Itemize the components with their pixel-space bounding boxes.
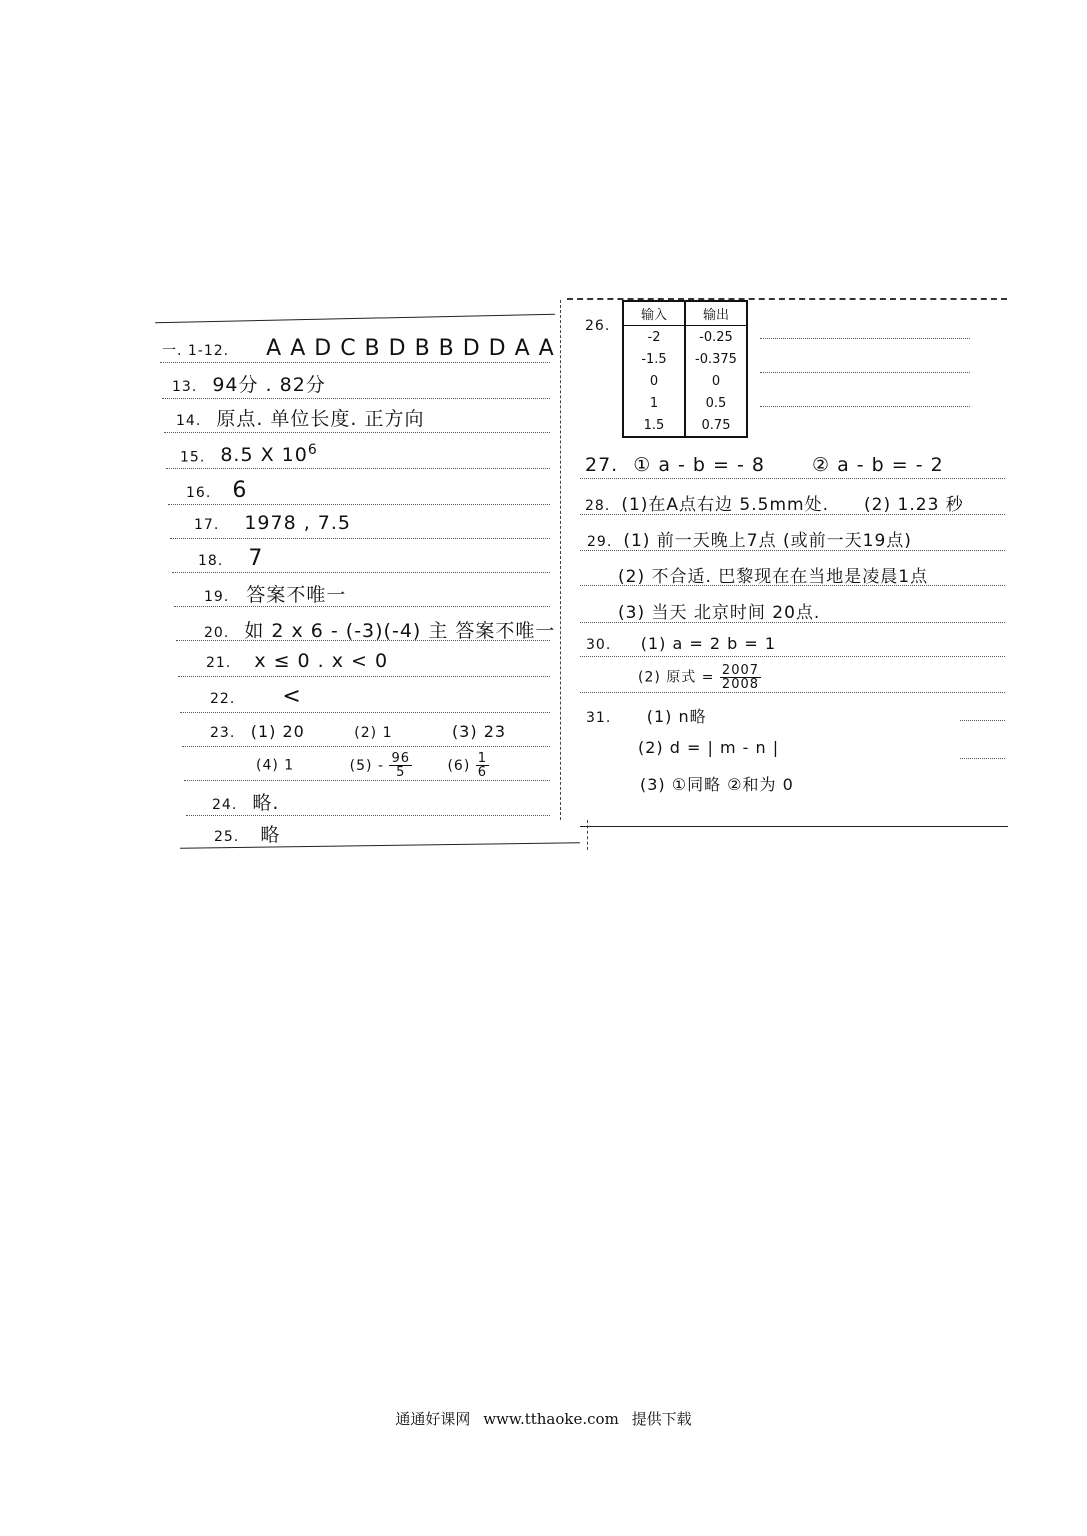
answer-line-15 <box>180 442 318 466</box>
part-a: (1) n略 <box>646 707 707 726</box>
part-b: (2) 不合适. 巴黎现在在当地是凌晨1点 <box>618 567 929 587</box>
numerator: 1 <box>477 751 488 766</box>
answer-text: 略 <box>260 824 281 846</box>
rule <box>168 504 550 505</box>
answer-line-29b <box>618 562 928 587</box>
part-4: (4) 1 <box>256 757 295 774</box>
footer-site-name: 通通好课网 <box>395 1410 471 1428</box>
answer-line-23b <box>256 752 489 779</box>
part-a: ① a - b = - 8 <box>633 454 765 476</box>
cell-output: 0.75 <box>685 414 747 437</box>
part-b-label: (2) 原式 = <box>638 669 715 686</box>
cell-output: 0.5 <box>685 392 747 414</box>
fraction <box>476 752 489 779</box>
part-5 <box>349 751 418 780</box>
question-number: 20. <box>204 625 230 641</box>
question-number: 17. <box>194 517 220 533</box>
answer-text: 答案不唯一 <box>246 584 347 606</box>
part-3: (3) 23 <box>451 722 507 741</box>
rule <box>180 712 550 713</box>
answer-line-17 <box>194 512 351 534</box>
numerator: 96 <box>391 751 410 766</box>
rule <box>164 432 550 433</box>
cell-input: 0 <box>623 370 685 392</box>
cell-input: -2 <box>623 326 685 349</box>
answer-line-23 <box>210 722 506 741</box>
rule <box>760 338 970 339</box>
part-b: (2) d = | m - n | <box>638 738 780 757</box>
rule <box>760 406 970 407</box>
table-row <box>623 392 747 414</box>
question-number: 24. <box>212 797 238 813</box>
answer-line-25 <box>214 820 280 847</box>
question-number: 31. <box>586 710 612 726</box>
page-footer <box>0 1408 1087 1429</box>
answer-text: 94分 . 82分 <box>212 374 326 396</box>
part-c: (3) ①同略 ②和为 0 <box>640 775 794 794</box>
answer-text: 原点. 单位长度. 正方向 <box>216 408 425 430</box>
answer-text: < <box>282 684 302 709</box>
answer-line-31b <box>638 738 779 757</box>
part-a: (1) 前一天晚上7点 (或前一天19点) <box>623 531 912 551</box>
answer-text: A A D C B D B B D D A A <box>266 336 555 361</box>
rule <box>160 362 550 363</box>
question-number: 一. 1-12. <box>162 343 230 359</box>
answer-line-14 <box>176 404 424 431</box>
exponent: 6 <box>307 442 318 458</box>
header-output: 输出 <box>685 301 747 326</box>
rule <box>960 758 1005 759</box>
rule <box>186 815 550 816</box>
answer-text: 7 <box>248 546 264 571</box>
fraction <box>720 664 761 691</box>
question-26-number: 26. <box>585 318 611 334</box>
question-number: 28. <box>585 498 611 514</box>
answer-text: x ≤ 0 . x < 0 <box>254 650 389 672</box>
rule <box>184 780 550 781</box>
table-row <box>623 414 747 437</box>
header-input: 输入 <box>623 301 685 326</box>
cell-input: -1.5 <box>623 348 685 370</box>
part-5-label: (5) - <box>349 757 384 774</box>
part-6-label: (6) <box>447 757 471 774</box>
footer-url[interactable]: www.tthaoke.com <box>483 1410 619 1428</box>
footer-note: 提供下载 <box>631 1410 692 1428</box>
question-number: 13. <box>172 379 198 395</box>
answer-line-13 <box>172 370 326 397</box>
answer-line-24 <box>212 788 279 815</box>
question-number: 30. <box>586 637 612 653</box>
answer-line-30 <box>586 634 776 653</box>
answer-text: 如 2 x 6 - (-3)(-4) 主 答案不唯一 <box>244 620 556 642</box>
answer-line-18 <box>198 546 263 571</box>
part-a: (1)在A点右边 5.5mm处. <box>621 495 829 515</box>
question-number: 15. <box>180 449 206 466</box>
denominator: 6 <box>477 765 488 780</box>
answer-text: 8.5 X 10 <box>220 444 308 467</box>
answer-text: 略. <box>252 792 280 814</box>
question-number: 14. <box>176 413 202 429</box>
answer-line-31 <box>586 704 707 727</box>
rule <box>580 656 1005 657</box>
question-number: 16. <box>186 485 212 501</box>
cell-output: -0.25 <box>685 326 747 349</box>
answer-line-27 <box>585 454 944 476</box>
part-c: (3) 当天 北京时间 20点. <box>618 603 821 623</box>
table-row <box>623 348 747 370</box>
rule <box>178 676 550 677</box>
center-divider <box>560 300 561 820</box>
rule <box>166 468 550 469</box>
cell-output: -0.375 <box>685 348 747 370</box>
table-header-row <box>623 301 747 326</box>
part-b: ② a - b = - 2 <box>812 454 944 476</box>
rule <box>170 538 550 539</box>
question-number: 27. <box>585 454 619 476</box>
table-row <box>623 370 747 392</box>
question-number: 23. <box>210 725 236 741</box>
right-bottom-rule <box>580 826 1008 827</box>
center-divider-lower <box>587 820 588 850</box>
answer-line-22 <box>210 684 302 709</box>
rule <box>162 398 550 399</box>
answer-line-16 <box>186 478 247 503</box>
cell-input: 1 <box>623 392 685 414</box>
denominator: 2008 <box>721 677 760 692</box>
left-top-rule <box>155 314 555 323</box>
answer-line-20 <box>204 616 555 643</box>
answer-text: 6 <box>232 478 248 503</box>
cell-output: 0 <box>685 370 747 392</box>
denominator: 5 <box>396 765 406 780</box>
rule <box>172 572 550 573</box>
table-row <box>623 326 747 349</box>
answer-line-29c <box>618 598 820 623</box>
rule <box>760 372 970 373</box>
answer-line-19 <box>204 580 346 607</box>
part-1: (1) 20 <box>250 722 305 741</box>
question-number: 19. <box>204 589 230 605</box>
rule <box>960 720 1005 721</box>
answer-line-31c <box>640 772 794 795</box>
rule <box>182 746 550 747</box>
answer-line-1 <box>162 336 555 361</box>
rule <box>580 478 1005 479</box>
question-number: 18. <box>198 553 224 569</box>
answer-line-28 <box>585 490 964 515</box>
answer-line-29 <box>587 526 912 551</box>
part-b: (2) 1.23 秒 <box>864 495 964 515</box>
cell-input: 1.5 <box>623 414 685 437</box>
question-number: 21. <box>206 655 232 671</box>
question-number: 25. <box>214 829 240 845</box>
question-number: 29. <box>587 534 613 550</box>
part-6 <box>447 751 489 780</box>
answer-line-21 <box>206 650 388 672</box>
fraction <box>389 752 412 779</box>
part-a: (1) a = 2 b = 1 <box>640 634 777 653</box>
answer-line-30b <box>638 664 761 691</box>
numerator: 2007 <box>721 663 760 678</box>
question-number: 22. <box>210 691 236 707</box>
rule <box>580 692 1005 693</box>
input-output-table <box>622 300 748 438</box>
answer-text: 1978 , 7.5 <box>244 512 352 534</box>
part-2: (2) 1 <box>354 725 393 741</box>
